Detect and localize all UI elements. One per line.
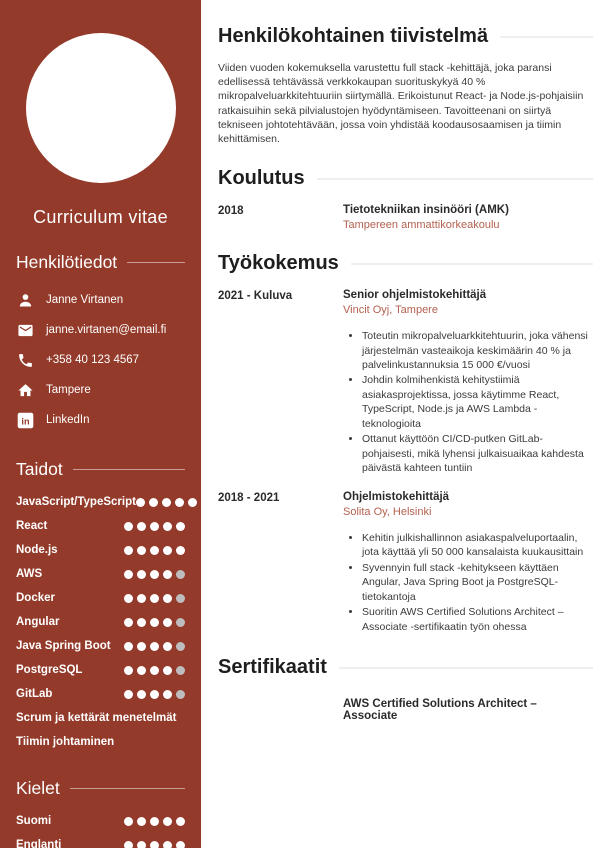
- rating-label: PostgreSQL: [16, 664, 83, 676]
- entry-bullet: • Ottanut käyttöön CI/CD-putken GitLab-pohjaisesti, mikä lyhensi julkaisuaikaa kahdesta päivästä kahteen tuntiin: [362, 432, 593, 475]
- phone-icon: [16, 351, 34, 369]
- entry-body: [343, 204, 593, 231]
- dot-filled: [137, 817, 146, 826]
- dot-filled: [150, 642, 159, 651]
- languages-section: [16, 778, 185, 857]
- skill-row: [16, 514, 185, 538]
- rating-label: Java Spring Boot: [16, 640, 111, 652]
- dot-filled: [150, 546, 159, 555]
- heading-divider: [73, 469, 185, 470]
- dot-filled: [162, 498, 171, 507]
- summary-heading: [218, 25, 593, 48]
- dot-filled: [136, 498, 145, 507]
- dot-filled: [137, 522, 146, 531]
- rating-label: Englanti: [16, 839, 62, 851]
- sidebar: [0, 0, 201, 851]
- dot-filled: [150, 817, 159, 826]
- dot-filled: [175, 498, 184, 507]
- experience-section: [218, 252, 593, 635]
- dot-filled: [124, 546, 133, 555]
- dot-filled: [163, 666, 172, 675]
- rating-dots: [124, 570, 185, 579]
- dot-filled: [137, 618, 146, 627]
- dot-empty: [176, 690, 185, 699]
- rating-dots: [124, 618, 185, 627]
- languages-heading: [16, 778, 185, 799]
- entry-bullet: • Kehitin julkishallinnon asiakaspalveluportaalin, jota käyttää yli 50 000 kansalaista kuukausittain: [362, 531, 593, 560]
- dot-filled: [124, 666, 133, 675]
- entry-bullet-list: [353, 329, 593, 476]
- dot-filled: [188, 498, 197, 507]
- rating-dots: [124, 522, 185, 531]
- contact-text: LinkedIn: [46, 414, 90, 426]
- certifications-section: [218, 656, 593, 722]
- heading-divider: [127, 262, 185, 263]
- dot-filled: [150, 570, 159, 579]
- timeline-entry: [218, 204, 593, 231]
- dot-filled: [124, 817, 133, 826]
- entry-period: 2018: [218, 205, 244, 218]
- heading-divider: [70, 788, 185, 789]
- contact-heading-label: Henkilötiedot: [16, 252, 118, 272]
- skill-row: [16, 730, 185, 754]
- dot-filled: [163, 642, 172, 651]
- education-heading-label: Koulutus: [218, 167, 305, 190]
- timeline-entry: [218, 491, 593, 635]
- skill-row: [16, 490, 185, 514]
- rating-dots: [136, 498, 197, 507]
- skills-heading: [16, 459, 185, 480]
- dot-filled: [137, 841, 146, 850]
- dot-filled: [176, 522, 185, 531]
- contact-text: janne.virtanen@email.fi: [46, 324, 167, 336]
- summary-heading-label: Henkilökohtainen tiivistelmä: [218, 25, 489, 47]
- entry-bullet: • Toteutin mikropalveluarkkitehtuurin, joka vähensi järjestelmän vasteaikoja keskimäärin 40 % ja palvelinkustannuksia 15 000 €/vuosi: [362, 329, 593, 372]
- entry-body: [343, 491, 593, 635]
- languages-heading-label: Kielet: [16, 778, 60, 798]
- home-icon: [16, 381, 34, 399]
- dot-filled: [124, 570, 133, 579]
- linkedin-icon: [16, 411, 34, 429]
- experience-heading: [218, 252, 593, 275]
- contact-text: Tampere: [46, 384, 91, 396]
- profile-photo-placeholder: [26, 33, 176, 183]
- dot-filled: [124, 594, 133, 603]
- dot-filled: [124, 690, 133, 699]
- main-content: [201, 0, 600, 848]
- dot-filled: [163, 817, 172, 826]
- timeline-entry: [218, 289, 593, 477]
- experience-heading-label: Työkokemus: [218, 252, 339, 275]
- rating-label: Docker: [16, 592, 55, 604]
- entry-period: 2021 - Kuluva: [218, 290, 293, 303]
- svg-text:in: in: [20, 415, 30, 426]
- entry-bullet: • Johdin kolmihenkistä kehitystiimiä asiakasprojektissa, jossa käytimme React, TypeScript, Node.js ja AWS Lambda -teknologioita: [362, 373, 593, 431]
- summary-section: [218, 25, 593, 146]
- dot-filled: [124, 618, 133, 627]
- rating-dots: [124, 817, 185, 826]
- entry-subtitle: Tampereen ammattikorkeakoulu: [343, 219, 500, 232]
- skill-row: [16, 610, 185, 634]
- heading-divider: [339, 667, 593, 669]
- dot-filled: [124, 642, 133, 651]
- skills-list: [16, 490, 185, 754]
- education-heading: [218, 167, 593, 190]
- contact-item: [16, 375, 185, 405]
- entry-bullet: • Syvennyin full stack -kehitykseen käyttäen Angular, Java Spring Boot ja PostgreSQL-tietokantoja: [362, 561, 593, 604]
- skill-row: [16, 682, 185, 706]
- cv-title: Curriculum vitae: [33, 207, 168, 227]
- contact-heading: [16, 252, 185, 273]
- heading-divider: [351, 263, 593, 265]
- skill-row: [16, 586, 185, 610]
- language-row: [16, 809, 185, 833]
- dot-empty: [176, 618, 185, 627]
- education-entries: [218, 204, 593, 231]
- dot-filled: [176, 546, 185, 555]
- dot-filled: [163, 546, 172, 555]
- rating-dots: [124, 690, 185, 699]
- experience-entries: [218, 289, 593, 635]
- dot-filled: [163, 570, 172, 579]
- dot-filled: [150, 594, 159, 603]
- dot-filled: [124, 522, 133, 531]
- rating-dots: [124, 546, 185, 555]
- dot-filled: [176, 817, 185, 826]
- skill-row: [16, 562, 185, 586]
- dot-empty: [176, 642, 185, 651]
- dot-filled: [150, 690, 159, 699]
- dot-filled: [176, 841, 185, 850]
- dot-filled: [137, 666, 146, 675]
- languages-list: [16, 809, 185, 857]
- rating-label: React: [16, 520, 48, 532]
- dot-filled: [150, 666, 159, 675]
- contact-item: [16, 315, 185, 345]
- heading-divider: [500, 36, 593, 38]
- dot-filled: [150, 522, 159, 531]
- contact-item: [16, 345, 185, 375]
- rating-dots: [124, 642, 185, 651]
- dot-empty: [176, 666, 185, 675]
- dot-filled: [137, 642, 146, 651]
- certifications-heading-label: Sertifikaatit: [218, 656, 327, 679]
- education-section: [218, 167, 593, 231]
- rating-label: JavaScript/TypeScript: [16, 496, 136, 508]
- rating-label: Node.js: [16, 544, 58, 556]
- contact-item: [16, 405, 185, 435]
- contact-text: Janne Virtanen: [46, 294, 124, 306]
- dot-empty: [176, 594, 185, 603]
- dot-filled: [137, 594, 146, 603]
- dot-filled: [150, 618, 159, 627]
- entry-body: [343, 289, 593, 477]
- contact-text: +358 40 123 4567: [46, 354, 140, 366]
- skill-row: [16, 706, 185, 730]
- dot-filled: [137, 570, 146, 579]
- contact-section: [16, 252, 185, 435]
- dot-filled: [163, 594, 172, 603]
- rating-label: AWS: [16, 568, 43, 580]
- rating-label: Tiimin johtaminen: [16, 736, 115, 748]
- entry-title: Senior ohjelmistokehittäjä: [343, 289, 487, 302]
- rating-label: Scrum ja kettärät menetelmät: [16, 712, 177, 724]
- entry-period: 2018 - 2021: [218, 491, 280, 504]
- dot-filled: [124, 841, 133, 850]
- rating-dots: [124, 594, 185, 603]
- dot-filled: [149, 498, 158, 507]
- email-icon: [16, 321, 34, 339]
- dot-filled: [137, 690, 146, 699]
- contact-list: [16, 285, 185, 435]
- entry-title: Ohjelmistokehittäjä: [343, 490, 450, 503]
- rating-label: Suomi: [16, 815, 52, 827]
- person-icon: [16, 291, 34, 309]
- rating-dots: [124, 666, 185, 675]
- entry-subtitle: Solita Oy, Helsinki: [343, 505, 432, 518]
- contact-item: [16, 285, 185, 315]
- dot-filled: [137, 546, 146, 555]
- heading-divider: [317, 178, 593, 180]
- skill-row: [16, 658, 185, 682]
- dot-filled: [163, 690, 172, 699]
- dot-filled: [163, 522, 172, 531]
- dot-filled: [150, 841, 159, 850]
- language-row: [16, 833, 185, 857]
- certification-list: [218, 698, 593, 722]
- summary-text: Viiden vuoden kokemuksella varustettu full stack -kehittäjä, joka paransi edellisessä tehtävässä verkkokaupan suorituskykyä 40 % mikropalveluarkkitehtuuriin siirtymällä. Erikoistunut React- ja Node.js-pohjaisiin ratkaisuihin sekä pilvialustojen hyödyntämiseen. Tavoitteenani on siirtyä tekniseen johtotehtävään, jossa voin yhdistää koodausosaamisen ja tiimin kehittämisen.: [218, 62, 584, 145]
- skills-heading-label: Taidot: [16, 459, 63, 479]
- certifications-heading: [218, 656, 593, 679]
- rating-label: Angular: [16, 616, 60, 628]
- certification-item: AWS Certified Solutions Architect – Associate: [343, 698, 537, 723]
- skill-row: [16, 538, 185, 562]
- dot-filled: [163, 841, 172, 850]
- rating-label: GitLab: [16, 688, 53, 700]
- entry-title: Tietotekniikan insinööri (AMK): [343, 204, 509, 217]
- dot-filled: [163, 618, 172, 627]
- entry-subtitle: Vincit Oyj, Tampere: [343, 304, 438, 317]
- entry-bullet: • Suoritin AWS Certified Solutions Architect – Associate -sertifikaatin työn ohessa: [362, 605, 593, 634]
- entry-bullet-list: [353, 531, 593, 634]
- skill-row: [16, 634, 185, 658]
- skills-section: [16, 459, 185, 754]
- dot-empty: [176, 570, 185, 579]
- rating-dots: [124, 841, 185, 850]
